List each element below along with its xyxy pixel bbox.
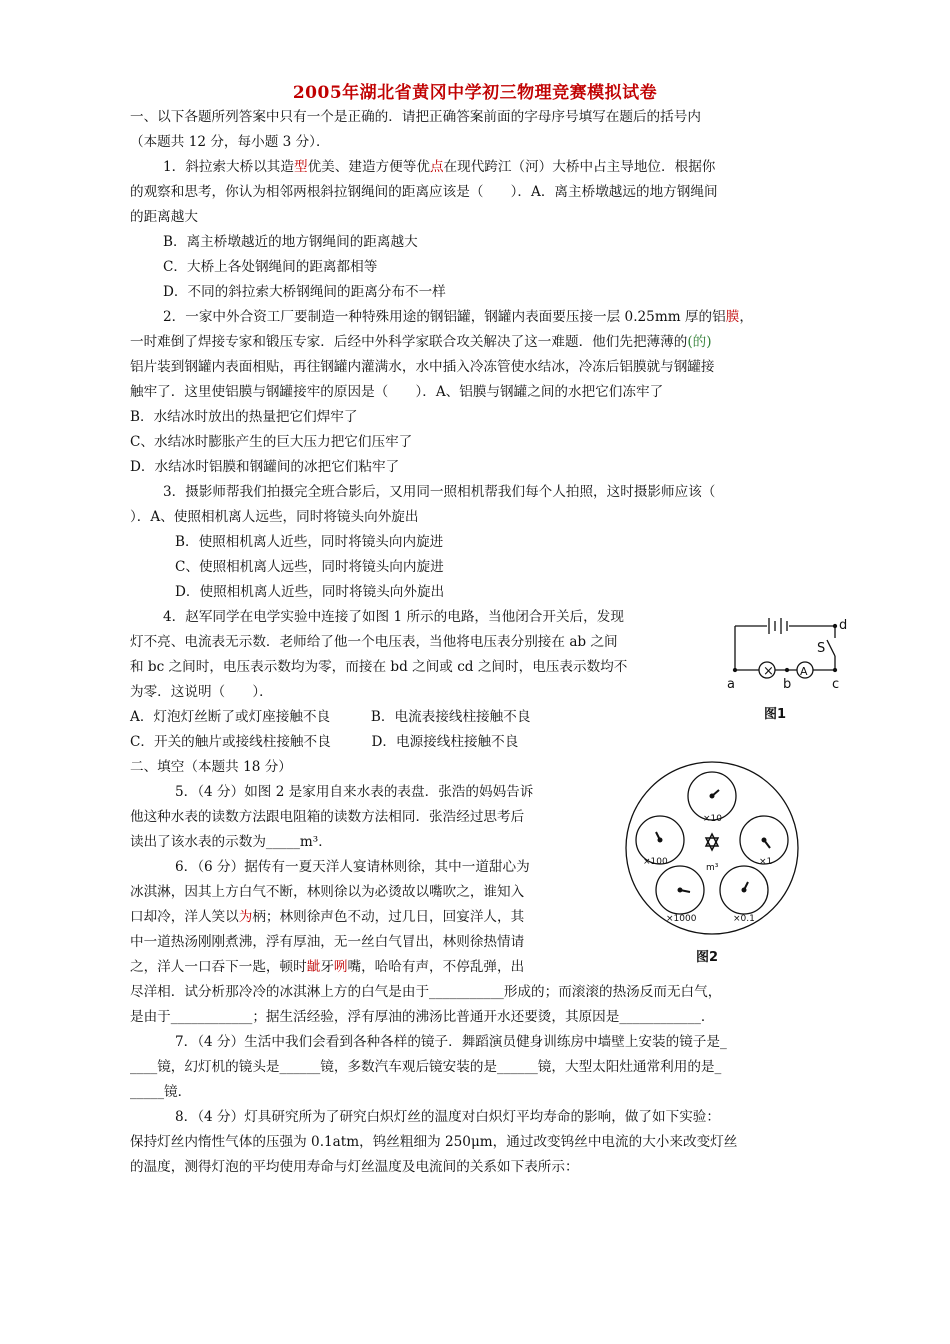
q2-line-3: 铝片装到钢罐内表面相贴，再往钢罐内灌满水，水中插入冷冻管使水结冰，冷冻后铝膜就与钢罐接: [130, 359, 715, 375]
q1-line-1: 1．斜拉索大桥以其造型优美、建造方便等优点在现代跨江（河）大桥中占主导地位．根据你: [163, 159, 716, 175]
label-s: S: [817, 641, 826, 656]
q6-line-7: 是由于____________；据生活经验，浮有厚油的沸汤比普通开水还要烫，其原因是____________．: [130, 1009, 715, 1025]
section-2-heading: 二、填空（本题共 18 分）: [130, 759, 292, 775]
page-title: 2005年湖北省黄冈中学初三物理竞赛模拟试卷: [292, 83, 658, 103]
ammeter-symbol: A: [800, 665, 808, 678]
q6-line-4: 中一道热汤刚刚煮沸，浮有厚油，无一丝白气冒出，林则徐热情请: [130, 934, 525, 950]
q1-line-2: 的观察和思考，你认为相邻两根斜拉钢绳间的距离应该是（ ）．A．离主桥墩越远的地方钢绳间: [130, 184, 718, 200]
q1-option-d: D．不同的斜拉索大桥钢绳间的距离分布不一样: [163, 284, 446, 300]
star-logo-icon: [706, 834, 718, 850]
q1-option-b: B．离主桥墩越近的地方钢绳间的距离越大: [163, 234, 418, 250]
q5-line-3: 读出了该水表的示数为_____m³．: [130, 834, 332, 850]
dial-x10-label: ×10: [703, 814, 722, 824]
figure-1-label: 图1: [764, 707, 787, 722]
section-1-heading: 一、以下各题所列答案中只有一个是正确的．请把正确答案前面的字母序号填写在题后的括号内: [130, 109, 701, 125]
q4-line-3: 和 bc 之间时，电压表示数均为零，而接在 bd 之间或 cd 之间时，电压表示数均不: [130, 659, 628, 675]
label-b: b: [783, 677, 792, 692]
q4-options-cd: C．开关的触片或接线柱接触不良 D．电源接线柱接触不良: [130, 734, 519, 750]
q4-line-4: 为零．这说明（ ）．: [130, 684, 273, 700]
q2-line-2: 一时难倒了焊接专家和锻压专家．后经中外科学家联合攻关解决了这一难题．他们先把薄薄的(的): [130, 334, 712, 350]
figure-2-water-meter: [622, 758, 802, 938]
q4-options-ab: A．灯泡灯丝断了或灯座接触不良 B．电流表接线柱接触不良: [130, 709, 531, 725]
q3-option-c: C、使照相机离人远些，同时将镜头向内旋进: [175, 559, 444, 575]
q3-option-b: B．使照相机离人近些，同时将镜头向内旋进: [175, 534, 444, 550]
label-d: d: [839, 618, 848, 633]
label-a: a: [727, 677, 735, 692]
q2-option-d: D．水结冰时铝膜和钢罐间的冰把它们粘牢了: [130, 459, 400, 475]
q2-line-1: 2．一家中外合资工厂要制造一种特殊用途的钢铝罐，钢罐内表面要压接一层 0.25mm 厚的铝膜，: [163, 309, 753, 325]
dial-x1-label: ×1: [759, 857, 773, 867]
q8-line-2: 保持灯丝内惰性气体的压强为 0.1atm，钨丝粗细为 250μm，通过改变钨丝中电流的大小来改变灯丝: [130, 1134, 738, 1150]
q5-line-1: 5．（4 分）如图 2 是家用自来水表的表盘．张浩的妈妈告诉: [175, 784, 534, 800]
q3-option-d: D．使照相机离人近些，同时将镜头向外旋出: [175, 584, 445, 600]
dial-x0.1-label: ×0.1: [733, 914, 755, 924]
dial-x1000-label: ×1000: [666, 914, 697, 924]
q7-line-2: ____镜，幻灯机的镜头是______镜，多数汽车观后镜安装的是______镜，大型太阳灶通常利用的是_: [130, 1059, 722, 1075]
q3-line-2: ）．A、使照相机离人远些，同时将镜头向外旋出: [130, 509, 419, 525]
q6-line-1: 6．（6 分）据传有一夏天洋人宴请林则徐，其中一道甜心为: [175, 859, 530, 875]
label-c: c: [832, 677, 840, 692]
q2-option-c: C、水结冰时膨胀产生的巨大压力把它们压牢了: [130, 434, 413, 450]
q5-line-2: 他这种水表的读数方法跟电阻箱的读数方法相同．张浩经过思考后: [130, 809, 525, 825]
q6-line-2: 冰淇淋，因其上方白气不断，林则徐以为必烫故以嘴吹之，谁知入: [130, 884, 525, 900]
figure-2-label: 图2: [696, 950, 719, 965]
q8-line-1: 8．（4 分）灯具研究所为了研究白炽灯丝的温度对白炽灯平均寿命的影响，做了如下实验：: [175, 1109, 720, 1125]
q3-line-1: 3．摄影师帮我们拍摄完全班合影后，又用同一照相机帮我们每个人拍照，这时摄影师应该（: [163, 484, 716, 500]
q1-option-c: C．大桥上各处钢绳间的距离都相等: [163, 259, 378, 275]
q7-line-1: 7．（4 分）生活中我们会看到各种各样的镜子．舞蹈演员健身训练房中墙壁上安装的镜子是_: [175, 1034, 727, 1050]
dial-x100-label: ×100: [643, 857, 668, 867]
q2-option-b: B．水结冰时放出的热量把它们焊牢了: [130, 409, 358, 425]
q6-line-6: 尽洋相．试分析那冷冷的冰淇淋上方的白气是由于___________形成的；而滚滚的热汤反而无白气，: [130, 984, 722, 1000]
q4-line-2: 灯不亮、电流表无示数．老师给了他一个电压表，当他将电压表分别接在 ab 之间: [130, 634, 618, 650]
section-1-note: （本题共 12 分，每小题 3 分）．: [130, 134, 330, 150]
q1-line-3: 的距离越大: [130, 209, 198, 225]
q6-line-3: 口却冷，洋人笑以为柄；林则徐声色不动，过几日，回宴洋人，其: [130, 909, 525, 925]
figure-1-circuit: [725, 612, 855, 692]
lamp-symbol: ×: [763, 664, 774, 679]
q7-line-3: _____镜．: [130, 1084, 192, 1100]
q4-line-1: 4．赵军同学在电学实验中连接了如图 1 所示的电路，当他闭合开关后，发现: [163, 609, 624, 625]
q6-line-5: 之，洋人一口吞下一匙，顿时龇牙咧嘴，哈哈有声，不停乱弹，出: [130, 959, 525, 975]
unit-label: m³: [706, 863, 719, 873]
q8-line-3: 的温度，测得灯泡的平均使用寿命与灯丝温度及电流间的关系如下表所示：: [130, 1159, 579, 1175]
q2-line-4: 触牢了．这里使铝膜与钢罐接牢的原因是（ ）．A、铝膜与钢罐之间的水把它们冻牢了: [130, 384, 664, 400]
